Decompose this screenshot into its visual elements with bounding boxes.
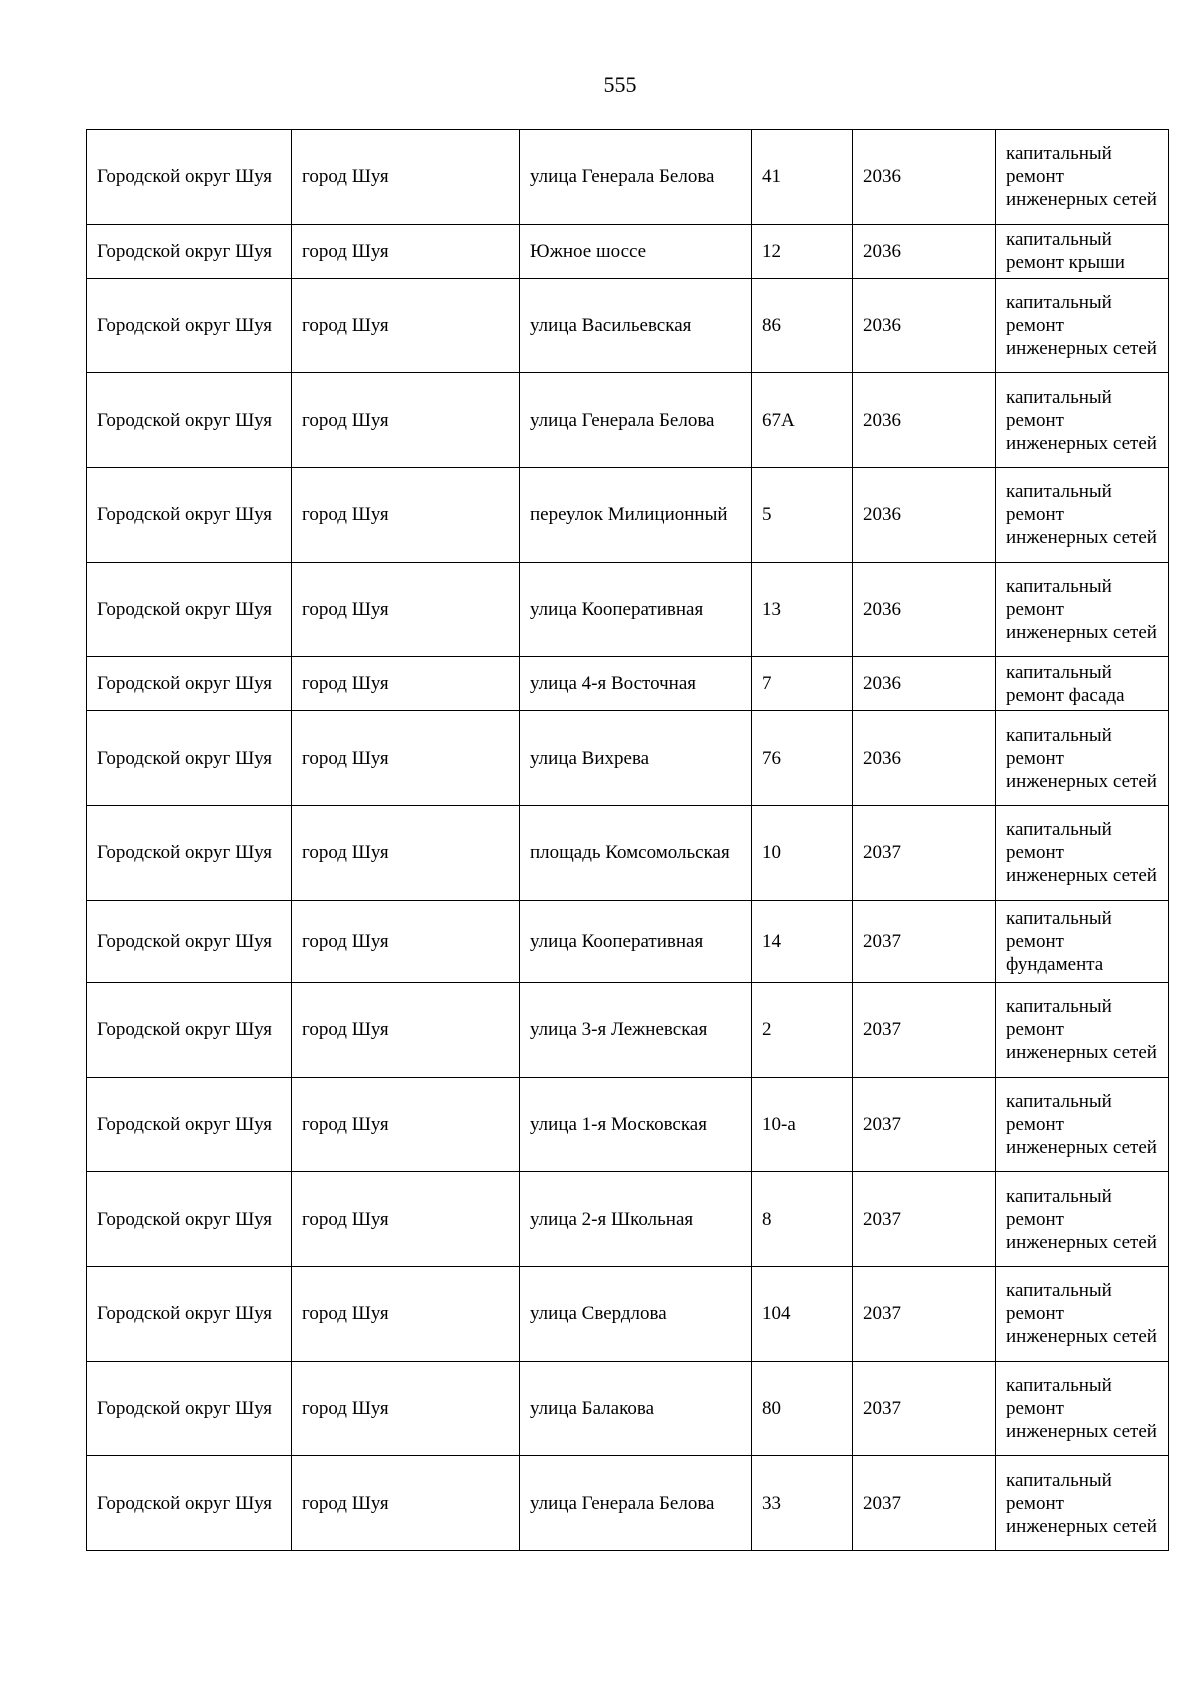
table-row [87,278,1169,373]
cell-house: 8 [752,1172,853,1267]
cell-city: город Шуя [292,130,520,225]
cell-year: 2036 [853,224,996,278]
table-row [87,711,1169,806]
cell-year: 2037 [853,1361,996,1456]
cell-work: капитальный ремонт инженерных сетей [996,468,1169,563]
cell-work: капитальный ремонт инженерных сетей [996,278,1169,373]
cell-city: город Шуя [292,657,520,711]
table-row [87,1077,1169,1172]
cell-work: капитальный ремонт инженерных сетей [996,562,1169,657]
table-row [87,1172,1169,1267]
cell-street: улица Васильевская [520,278,752,373]
cell-year: 2037 [853,1266,996,1361]
cell-okrug: Городской округ Шуя [87,900,292,982]
table-row [87,982,1169,1077]
cell-okrug: Городской округ Шуя [87,1172,292,1267]
table-row [87,224,1169,278]
cell-work: капитальный ремонт фасада [996,657,1169,711]
cell-okrug: Городской округ Шуя [87,130,292,225]
cell-year: 2036 [853,562,996,657]
table-row [87,657,1169,711]
cell-work: капитальный ремонт инженерных сетей [996,1456,1169,1551]
cell-house: 5 [752,468,853,563]
cell-house: 10 [752,806,853,901]
cell-okrug: Городской округ Шуя [87,562,292,657]
cell-work: капитальный ремонт инженерных сетей [996,1172,1169,1267]
table-row [87,900,1169,982]
cell-city: город Шуя [292,1361,520,1456]
cell-city: город Шуя [292,562,520,657]
cell-okrug: Городской округ Шуя [87,982,292,1077]
cell-year: 2037 [853,982,996,1077]
cell-okrug: Городской округ Шуя [87,657,292,711]
page-number: 555 [603,72,637,97]
repair-schedule-table [86,129,1169,1551]
cell-street: переулок Милиционный [520,468,752,563]
cell-house: 33 [752,1456,853,1551]
cell-house: 10-а [752,1077,853,1172]
cell-house: 41 [752,130,853,225]
cell-work: капитальный ремонт инженерных сетей [996,130,1169,225]
cell-year: 2036 [853,373,996,468]
cell-okrug: Городской округ Шуя [87,711,292,806]
table-row [87,562,1169,657]
cell-work: капитальный ремонт инженерных сетей [996,711,1169,806]
cell-year: 2037 [853,900,996,982]
table-row [87,468,1169,563]
cell-okrug: Городской округ Шуя [87,278,292,373]
cell-house: 14 [752,900,853,982]
cell-year: 2037 [853,1172,996,1267]
cell-city: город Шуя [292,1077,520,1172]
cell-street: улица 3-я Лежневская [520,982,752,1077]
cell-city: город Шуя [292,278,520,373]
cell-house: 12 [752,224,853,278]
cell-year: 2036 [853,130,996,225]
cell-okrug: Городской округ Шуя [87,373,292,468]
cell-house: 67А [752,373,853,468]
cell-okrug: Городской округ Шуя [87,1456,292,1551]
cell-house: 86 [752,278,853,373]
table-row [87,806,1169,901]
cell-street: улица 1-я Московская [520,1077,752,1172]
table-row [87,1361,1169,1456]
cell-house: 13 [752,562,853,657]
cell-city: город Шуя [292,806,520,901]
cell-work: капитальный ремонт крыши [996,224,1169,278]
cell-okrug: Городской округ Шуя [87,468,292,563]
cell-year: 2036 [853,657,996,711]
cell-work: капитальный ремонт инженерных сетей [996,1361,1169,1456]
cell-street: Южное шоссе [520,224,752,278]
cell-work: капитальный ремонт инженерных сетей [996,806,1169,901]
cell-street: улица Генерала Белова [520,373,752,468]
cell-year: 2036 [853,711,996,806]
cell-city: город Шуя [292,900,520,982]
cell-street: улица 2-я Школьная [520,1172,752,1267]
cell-year: 2037 [853,806,996,901]
table-row [87,130,1169,225]
cell-house: 7 [752,657,853,711]
cell-street: площадь Комсомольская [520,806,752,901]
cell-city: город Шуя [292,373,520,468]
cell-okrug: Городской округ Шуя [87,1361,292,1456]
cell-year: 2036 [853,468,996,563]
cell-city: город Шуя [292,468,520,563]
cell-okrug: Городской округ Шуя [87,806,292,901]
cell-year: 2036 [853,278,996,373]
cell-house: 104 [752,1266,853,1361]
cell-house: 80 [752,1361,853,1456]
table-row [87,373,1169,468]
table-row [87,1456,1169,1551]
cell-street: улица Генерала Белова [520,130,752,225]
cell-house: 2 [752,982,853,1077]
cell-work: капитальный ремонт инженерных сетей [996,1077,1169,1172]
cell-street: улица Кооперативная [520,562,752,657]
cell-year: 2037 [853,1456,996,1551]
cell-street: улица Кооперативная [520,900,752,982]
cell-house: 76 [752,711,853,806]
cell-okrug: Городской округ Шуя [87,1077,292,1172]
cell-street: улица Балакова [520,1361,752,1456]
cell-work: капитальный ремонт инженерных сетей [996,1266,1169,1361]
cell-okrug: Городской округ Шуя [87,1266,292,1361]
table-row [87,1266,1169,1361]
cell-work: капитальный ремонт инженерных сетей [996,982,1169,1077]
cell-work: капитальный ремонт инженерных сетей [996,373,1169,468]
cell-city: город Шуя [292,1172,520,1267]
cell-street: улица Генерала Белова [520,1456,752,1551]
table-body [87,130,1169,1551]
cell-okrug: Городской округ Шуя [87,224,292,278]
cell-city: город Шуя [292,1266,520,1361]
cell-street: улица 4-я Восточная [520,657,752,711]
cell-street: улица Свердлова [520,1266,752,1361]
cell-city: город Шуя [292,711,520,806]
cell-year: 2037 [853,1077,996,1172]
cell-city: город Шуя [292,224,520,278]
cell-street: улица Вихрева [520,711,752,806]
cell-city: город Шуя [292,1456,520,1551]
cell-work: капитальный ремонт фундамента [996,900,1169,982]
cell-city: город Шуя [292,982,520,1077]
